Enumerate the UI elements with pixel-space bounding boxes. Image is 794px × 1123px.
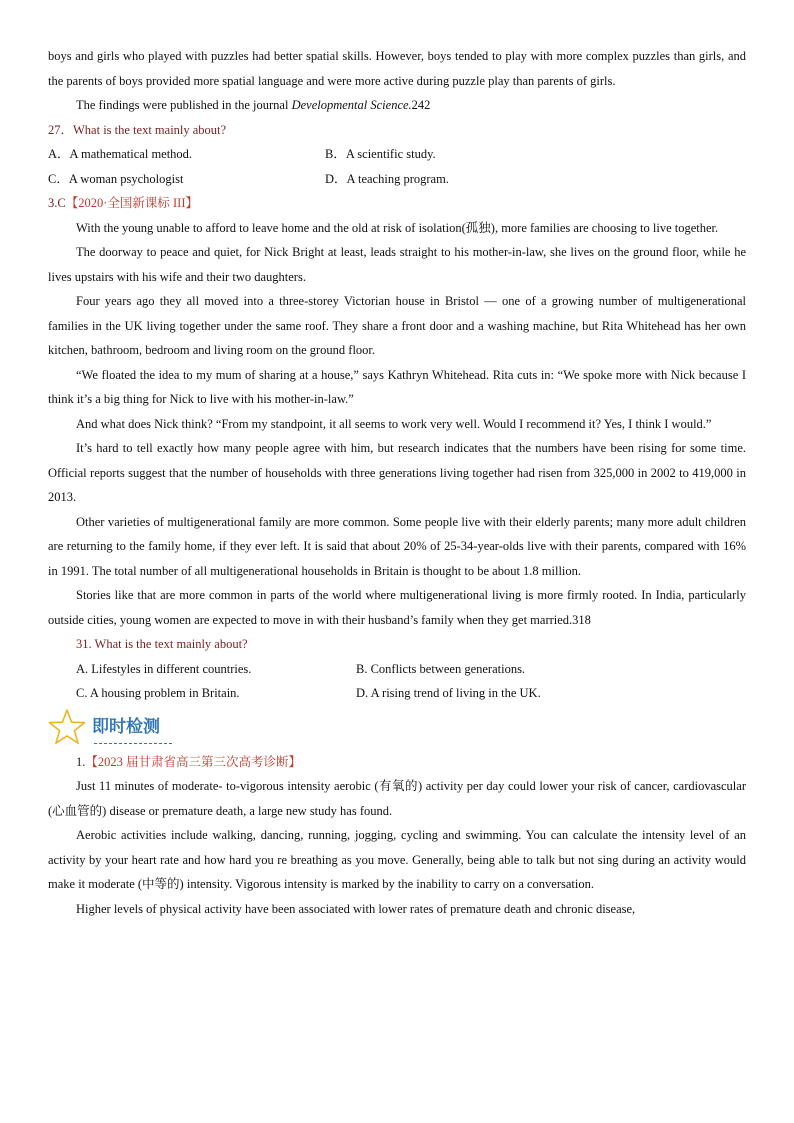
passage2-paragraph: And what does Nick think? “From my standpoint, it all seems to work very well. Would I recommend it? Yes, I think I would.” (76, 416, 712, 431)
passage3-paragraph: Aerobic activities include walking, dancing, running, jogging, cycling and swimming. You can calculate the intensity level of an activity by your heart rate and how hard you re breathing as you move. Generally, being able to talk but not sing during an activity would make it moderate (中等的) intensity. Vigorous intensity is marked by the inability to carry on a conversation. (48, 828, 746, 891)
passage2-paragraph: “We floated the idea to my mum of sharing at a house,” says Kathryn Whitehead. Rita cuts in: “We spoke more with Nick because I think it’s a big thing for Nick to live with his mother-in-law.” (48, 367, 746, 406)
q31-option-b: B. Conflicts between generations. (356, 661, 526, 676)
section-title: 即时检测 (92, 717, 160, 738)
passage3-paragraph: Just 11 minutes of moderate- to-vigorous intensity aerobic (有氧的) activity per day could lower your risk of cancer, cardiovascular (心血管的) disease or premature death, a large new study has found. (48, 779, 746, 818)
passage2-paragraph: Stories like that are more common in parts of the world where multigenerational living is more firmly rooted. In India, particularly outside cities, young women are expected to move in with their husband’s family when they get married.318 (48, 588, 746, 627)
passage3-source: 【2023 届甘肃省高三第三次高考诊断】 (85, 754, 302, 769)
q31-option-c: C. A housing problem in Britain. (76, 686, 240, 700)
question-27-stem: 27．What is the text mainly about? (48, 122, 227, 137)
section-header (48, 706, 746, 748)
passage2-paragraph: It’s hard to tell exactly how many people agree with him, but research indicates that the numbers have been rising for some time. Official reports suggest that the number of households with three generations living together had risen from 325,000 in 2002 to 419,000 in 2013. (48, 441, 746, 504)
findings-prefix: The findings were published in the journal (76, 98, 292, 112)
q31-option-d: D. A rising trend of living in the UK. (356, 686, 541, 700)
passage2-paragraph: The doorway to peace and quiet, for Nick Bright at least, leads straight to his mother-in-law, she lives on the ground floor, while he lives upstairs with his wife and their two daughters. (48, 245, 746, 284)
question-31-options-row1 (48, 657, 746, 682)
journal-name: Developmental Science. (291, 98, 412, 112)
q27-option-c: C．A woman psychologist (48, 171, 184, 186)
passage2-paragraph: Four years ago they all moved into a three-storey Victorian house in Bristol — one of a growing number of multigenerational families in the UK living together under the same roof. They share a front door and a washing machine, but Rita Whitehead has her own kitchen, bathroom, bedroom and living room on the ground floor. (48, 294, 746, 357)
q27-option-a: A．A mathematical method. (48, 147, 193, 161)
section-underline (94, 743, 172, 744)
passage2-paragraph: Other varieties of multigenerational family are more common. Some people live with their elderly parents; many more adult children are returning to the family home, if they ever left. It is said that about 20% of 25-34-year-olds live with their parents, compared with 16% in 1991. The total number of all multigenerational households in Britain is thought to be about 1.8 million. (48, 514, 746, 578)
content-column (48, 44, 746, 921)
passage2-paragraph: With the young unable to afford to leave home and the old at risk of isolation(孤独), more families are choosing to live together. (76, 220, 719, 235)
q31-option-a: A. Lifestyles in different countries. (76, 661, 252, 676)
passage2-number: 3.C (48, 196, 66, 210)
findings-line (48, 93, 746, 118)
passage1-continuation: boys and girls who played with puzzles had better spatial skills. However, boys tended to play with more complex puzzles than girls, and the parents of boys provided more spatial language and were more active during puzzle play than parents of girls. (48, 49, 746, 88)
passage2-heading (48, 191, 746, 216)
q27-option-d: D．A teaching program. (325, 171, 449, 186)
findings-suffix: 242 (411, 98, 431, 112)
passage2-source: 【2020·全国新课标 III】 (65, 196, 198, 210)
question-27-options-row2 (48, 167, 746, 192)
passage3-heading (48, 750, 746, 775)
question-27-options-row1 (48, 142, 746, 167)
passage3-paragraph: Higher levels of physical activity have been associated with lower rates of premature death and chronic disease, (76, 901, 636, 916)
star-outline-icon (48, 708, 86, 746)
question-31-options-row2 (48, 681, 746, 706)
passage3-number: 1. (76, 754, 86, 769)
question-31-stem: 31. What is the text mainly about? (76, 637, 248, 651)
q27-option-b: B．A scientific study. (325, 147, 436, 161)
